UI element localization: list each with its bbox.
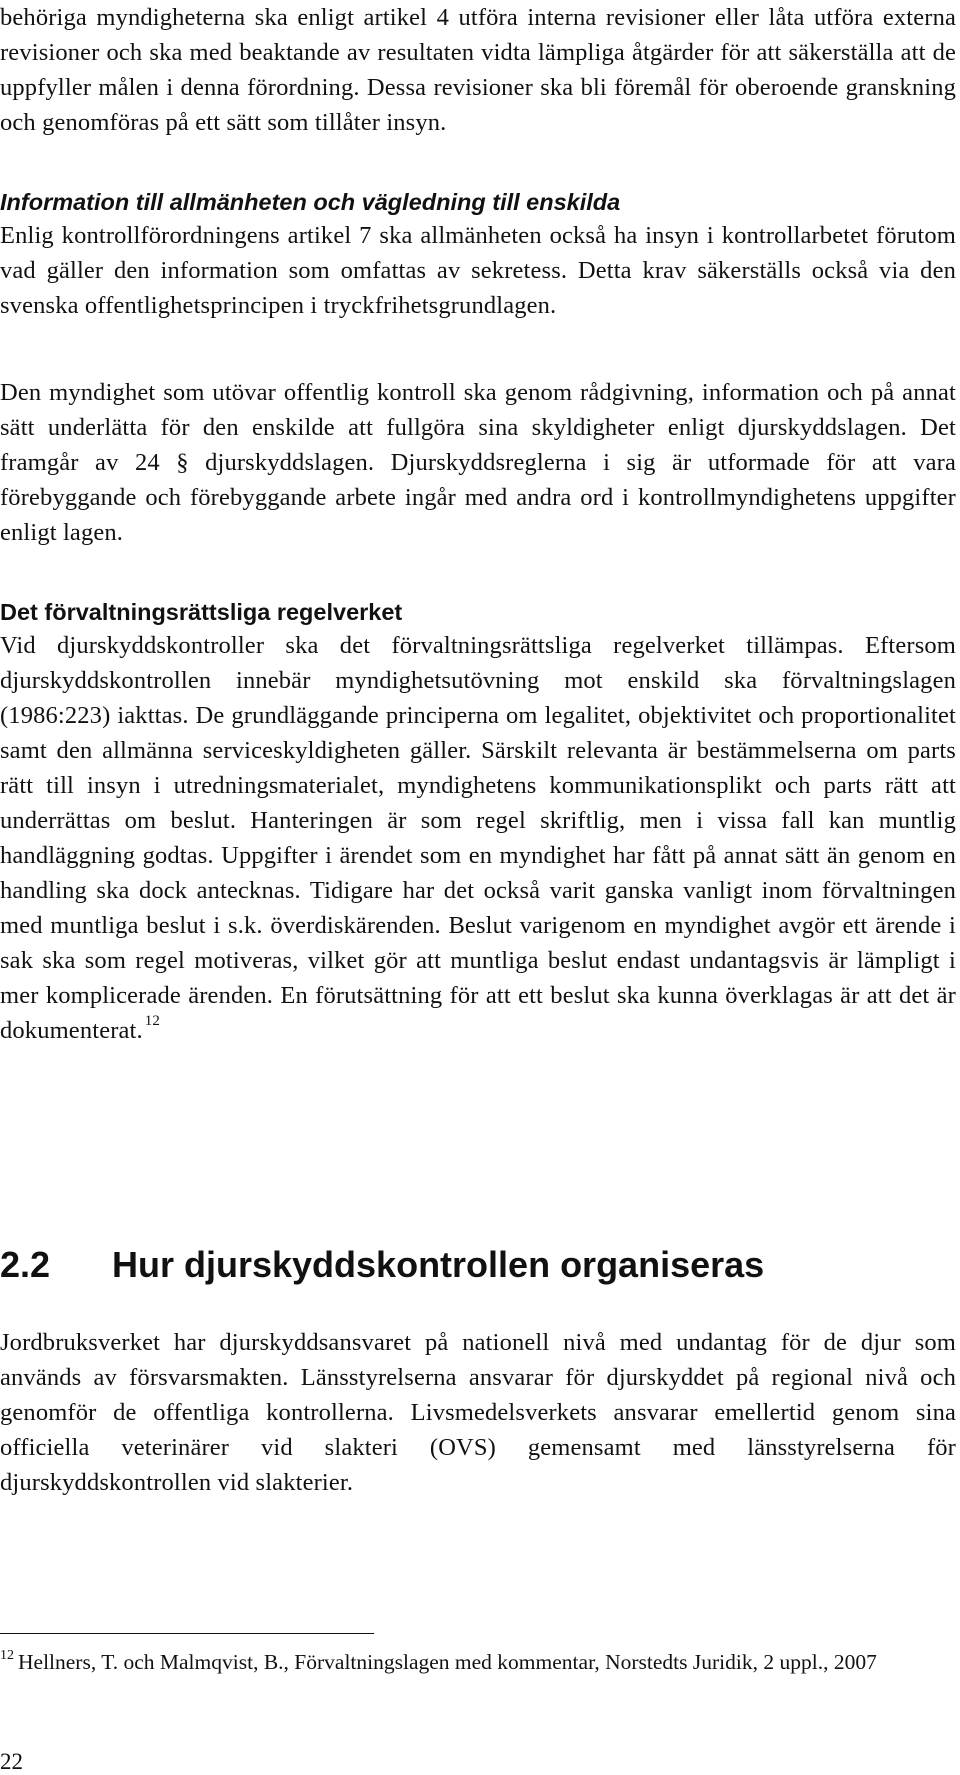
section-heading (0, 1243, 956, 1287)
paragraph-insyn: Enlig kontrollförordningens artikel 7 ska allmänheten också ha insyn i kontrollarbetet förutom vad gäller den information som omfattas av sekretess. Detta krav säkerställs också via den svenska offentlighetsprincipen i tryckfrihetsgrundlagen. (0, 222, 956, 319)
paragraph-organisation: Jordbruksverket har djurskyddsansvaret på nationell nivå med undantag för de djur som används av försvarsmakten. Länsstyrelserna ansvarar för djurskyddet på regional nivå och genomför de offentliga kontrollerna. Livsmedelsverkets ansvarar emellertid genom sina officiella veterinärer vid slakteri (OVS) gemensamt med länsstyrelserna för djurskyddskontrollen vid slakterier. (0, 1329, 956, 1496)
subheading-information: Information till allmänheten och vägledning till enskilda (0, 189, 621, 215)
footnote (0, 1648, 956, 1677)
paragraph-forvaltning (0, 628, 956, 1048)
subheading-forvaltning: Det förvaltningsrättsliga regelverket (0, 599, 403, 625)
footnote-mark: 12 (0, 1648, 14, 1663)
footnote-reference: 12 (144, 1013, 161, 1029)
footnote-divider (0, 1633, 374, 1634)
footnote-text: Hellners, T. och Malmqvist, B., Förvaltningslagen med kommentar, Norstedts Juridik, 2 uppl., 2007 (18, 1650, 877, 1674)
section-title: Hur djurskyddskontrollen organiseras (112, 1244, 765, 1285)
section-number: 2.2 (0, 1244, 51, 1285)
page-number: 22 (0, 1749, 23, 1774)
paragraph-radgivning: Den myndighet som utövar offentlig kontroll ska genom rådgivning, information och på annat sätt underlätta för den enskilde att fullgöra sina skyldigheter enligt djurskyddslagen. Det framgår av 24 § djurskyddslagen. Djurskyddsreglerna i sig är utformade för att vara förebyggande och förebyggande arbete ingår med andra ord i kontrollmyndighetens uppgifter enligt lagen. (0, 379, 956, 546)
paragraph-forvaltning-text: Vid djurskyddskontroller ska det förvaltningsrättsliga regelverket tillämpas. Eftersom djurskyddskontrollen innebär myndighetsutövning mot enskild ska förvaltningslagen (1986:223) iakttas. De grundläggande principerna om legalitet, objektivitet och proportionalitet samt den allmänna serviceskyldigheten gäller. Särskilt relevanta är bestämmelserna om parts rätt till insyn i utredningsmaterialet, myndighetens kommunikationsplikt och parts rätt att underrättas om beslut. Hanteringen är som regel skriftlig, men i vissa fall kan muntlig handläggning godtas. Uppgifter i ärendet som en myndighet har fått på annat sätt än genom en handling ska dock antecknas. Tidigare har det också varit ganska vanligt inom förvaltningen med muntliga beslut i s.k. överdiskärenden. Beslut varigenom en myndighet avgör ett ärende i sak ska som regel motiveras, vilket gör att muntliga beslut endast undantagsvis är lämpligt i mer komplicerade ärenden. En förutsättning för att ett beslut ska kunna överklagas är att det är dokumenterat. (0, 632, 956, 1044)
paragraph-revisioner: behöriga myndigheterna ska enligt artikel 4 utföra interna revisioner eller låta utföra externa revisioner och ska med beaktande av resultaten vidta lämpliga åtgärder för att säkerställa att de uppfyller målen i denna förordning. Dessa revisioner ska bli föremål för oberoende granskning och genomföras på ett sätt som tillåter insyn. (0, 4, 956, 136)
